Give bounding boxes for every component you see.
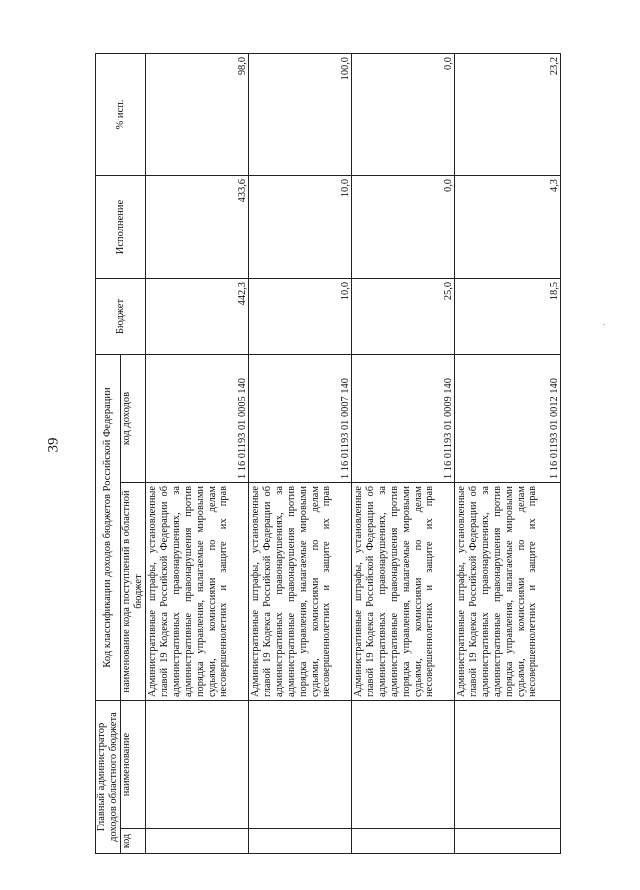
admin-name-cell xyxy=(455,701,561,829)
execution-cell: 10,0 xyxy=(249,175,352,278)
admin-code-cell xyxy=(352,829,455,854)
header-budget: Бюджет xyxy=(96,278,146,354)
header-execution: Исполнение xyxy=(96,175,146,278)
scan-speck: . xyxy=(603,318,605,327)
income-code-cell: 1 16 01193 01 0009 140 xyxy=(352,354,455,482)
header-budget-classification: Код классификации доходов бюджетов Российской Федерации xyxy=(96,354,121,700)
admin-code-cell xyxy=(146,829,249,854)
description-cell: Административные штрафы, установленные главой 19 Кодекса Российской Федерации об административных правонарушениях, за административные правонарушения против порядка управления, налагаемые мировыми судьями, комиссиями по делам несовершеннолетних и защите их прав xyxy=(249,483,352,701)
budget-cell: 25,0 xyxy=(352,278,455,354)
table-row xyxy=(249,53,352,853)
admin-code-cell xyxy=(249,829,352,854)
execution-cell: 0,0 xyxy=(352,175,455,278)
execution-cell: 4,3 xyxy=(455,175,561,278)
income-code-cell: 1 16 01193 01 0012 140 xyxy=(455,354,561,482)
table-row xyxy=(146,53,249,853)
page-number: 39 xyxy=(45,437,62,453)
percent-cell: 0,0 xyxy=(352,53,455,175)
header-income-code: код доходов xyxy=(121,354,146,482)
table-row xyxy=(352,53,455,853)
description-cell: Административные штрафы, установленные главой 19 Кодекса Российской Федерации об административных правонарушениях, за административные правонарушения против порядка управления, налагаемые мировыми судьями, комиссиями по делам несовершеннолетних и защите их прав xyxy=(352,483,455,701)
header-row-1 xyxy=(96,53,121,853)
rotated-table-container xyxy=(95,54,560,854)
header-main-admin: Главный администратор доходов областного бюджета xyxy=(96,701,121,854)
description-cell: Административные штрафы, установленные главой 19 Кодекса Российской Федерации об административных правонарушениях, за административные правонарушения против порядка управления, налагаемые мировыми судьями, комиссиями по делам несовершеннолетних и защите их прав xyxy=(455,483,561,701)
income-table xyxy=(95,53,561,854)
admin-name-cell xyxy=(146,701,249,829)
admin-name-cell xyxy=(249,701,352,829)
header-percent: % исп. xyxy=(96,53,146,175)
income-code-cell: 1 16 01193 01 0005 140 xyxy=(146,354,249,482)
admin-name-cell xyxy=(352,701,455,829)
budget-cell: 10,0 xyxy=(249,278,352,354)
header-income-name: наименование кода поступлений в областной бюджет xyxy=(121,483,146,701)
table-row xyxy=(455,53,561,853)
execution-cell: 433,6 xyxy=(146,175,249,278)
description-cell: Административные штрафы, установленные главой 19 Кодекса Российской Федерации об административных правонарушениях, за административные правонарушения против порядка управления, налагаемые мировыми судьями, комиссиями по делам несовершеннолетних и защите их прав xyxy=(146,483,249,701)
header-name: наименование xyxy=(121,701,146,829)
percent-cell: 98,0 xyxy=(146,53,249,175)
admin-code-cell xyxy=(455,829,561,854)
budget-cell: 442,3 xyxy=(146,278,249,354)
header-code: код xyxy=(121,829,146,854)
budget-cell: 18,5 xyxy=(455,278,561,354)
percent-cell: 100,0 xyxy=(249,53,352,175)
percent-cell: 23,2 xyxy=(455,53,561,175)
income-code-cell: 1 16 01193 01 0007 140 xyxy=(249,354,352,482)
